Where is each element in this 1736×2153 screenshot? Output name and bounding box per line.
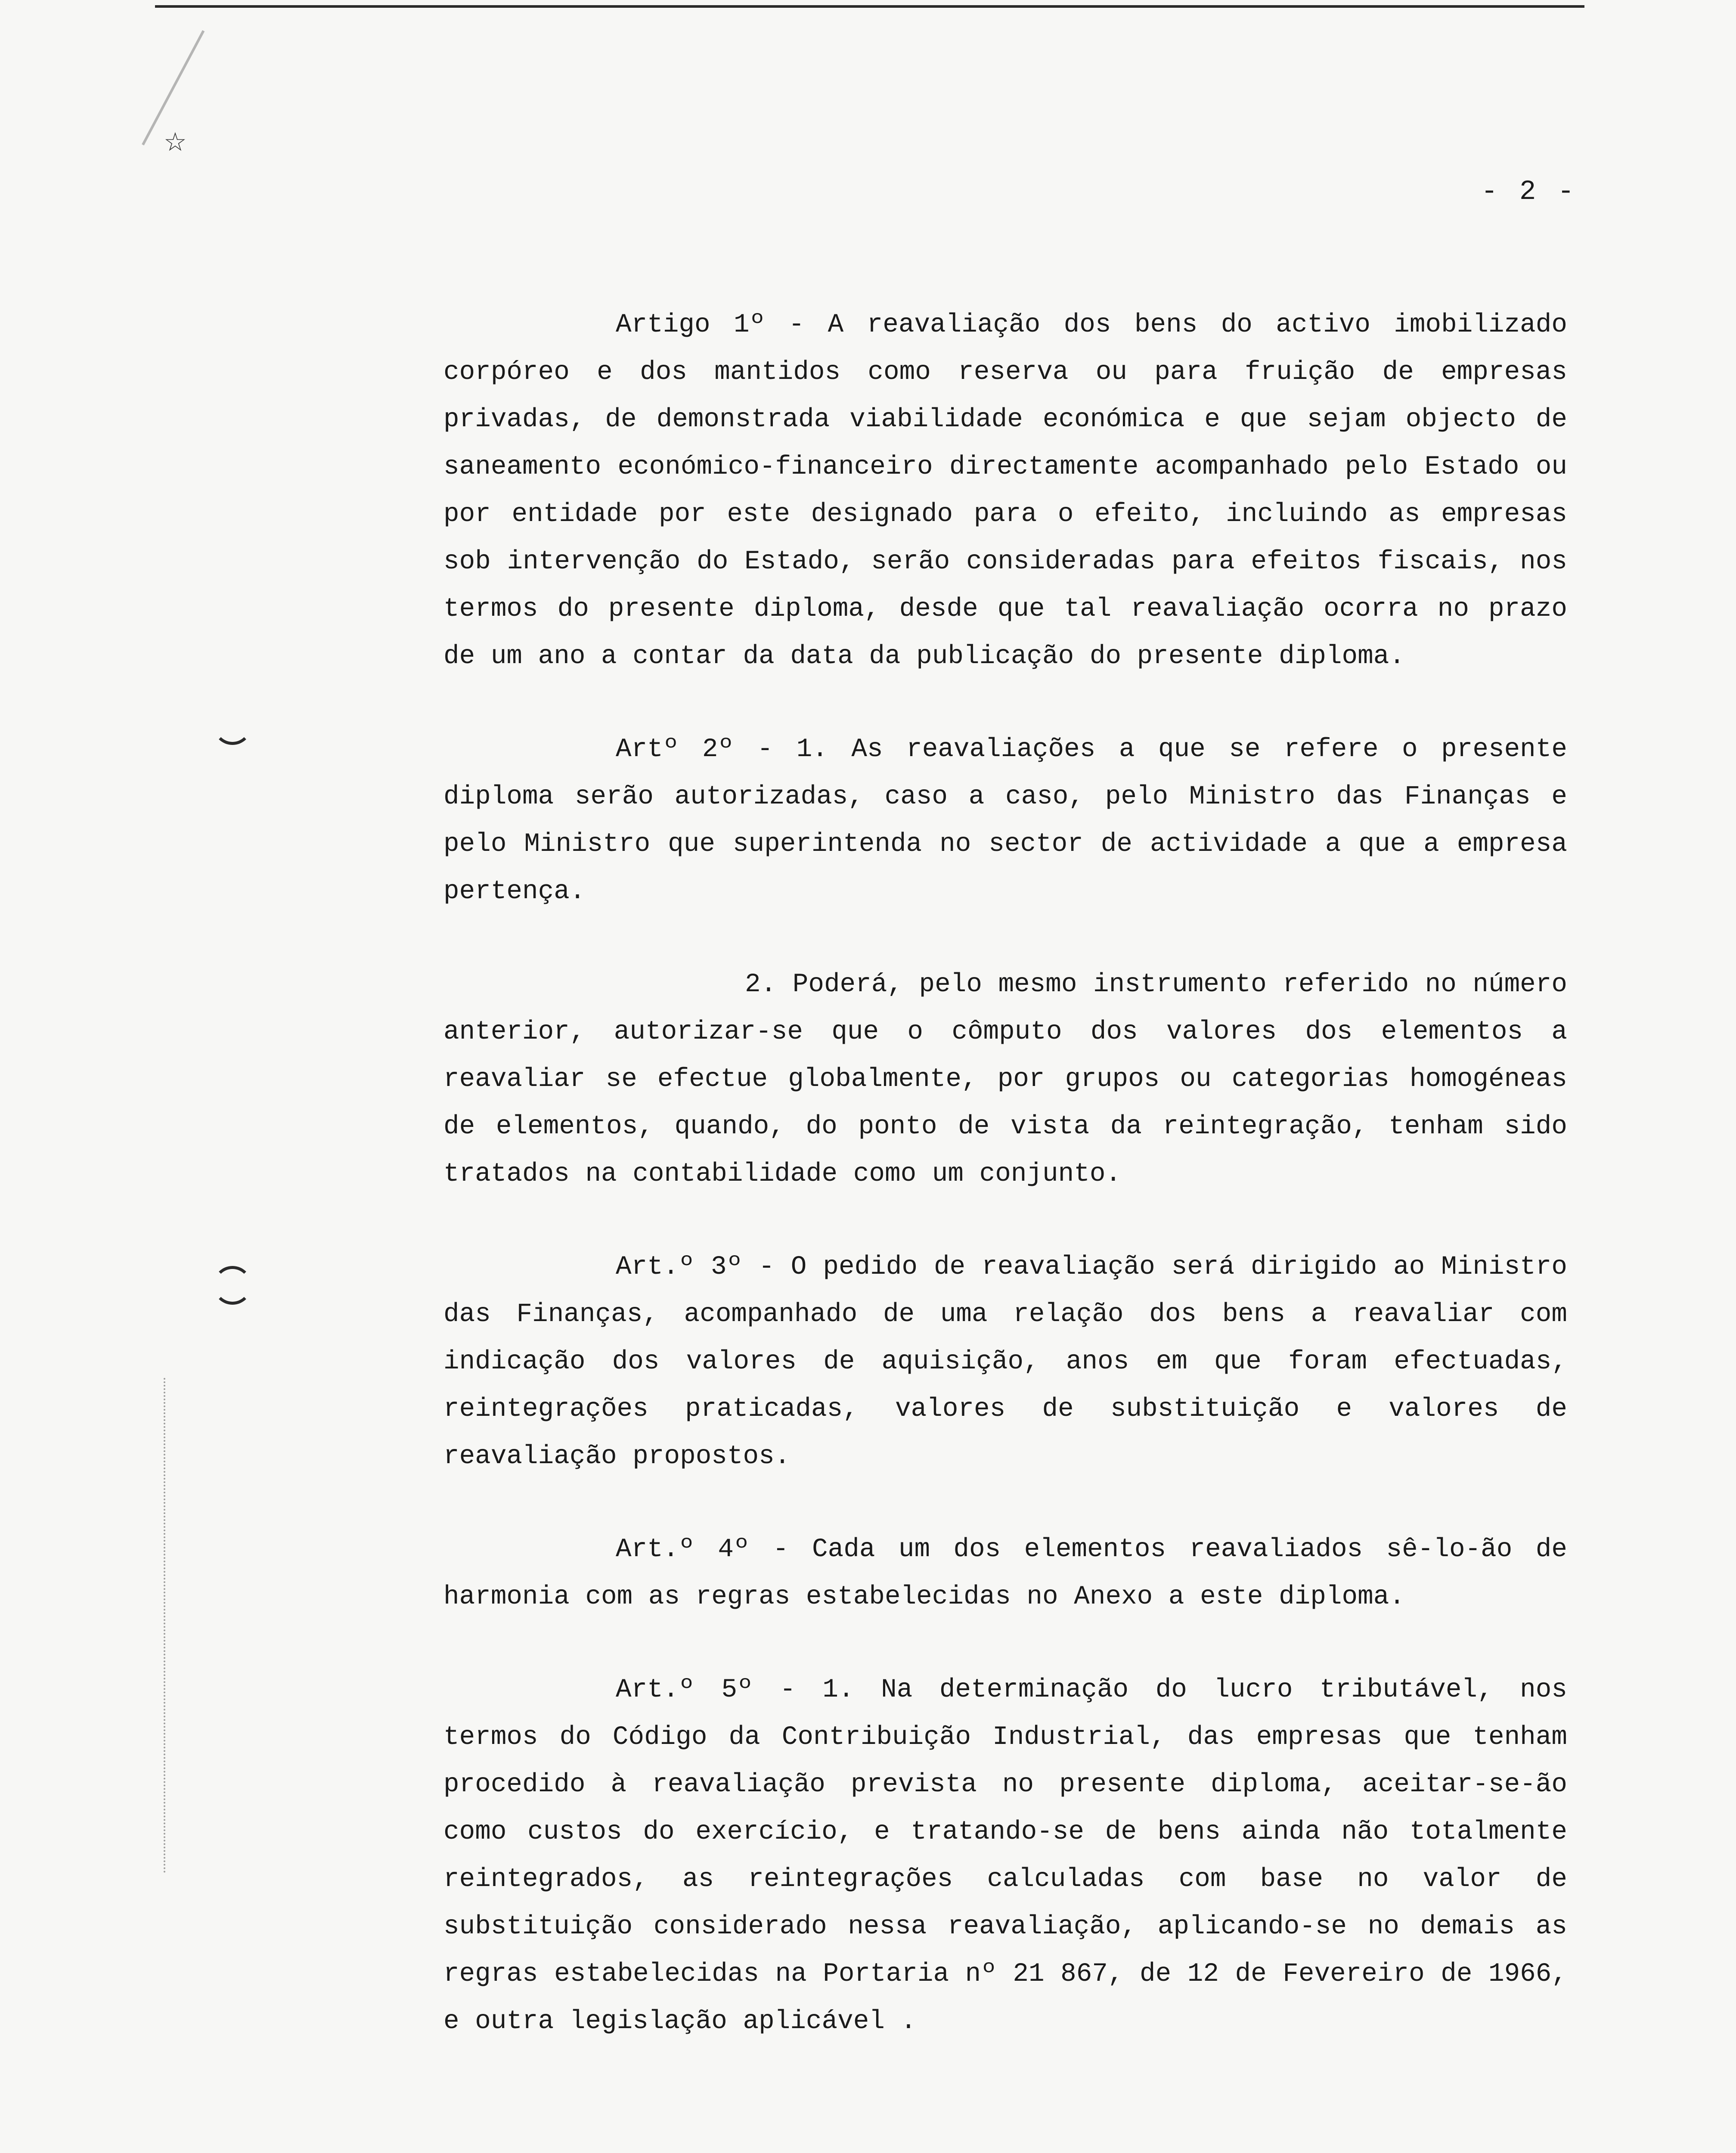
document-body — [443, 301, 1567, 2045]
article-2-paragraph-1: Artº 2º - 1. As reavaliações a que se refere o presente diploma serão autorizadas, caso a caso, pelo Ministro das Finanças e pelo Ministro que superintenda no sector de actividade a que a empresa pertença. — [443, 735, 1567, 906]
article-2-paragraph-2: 2. Poderá, pelo mesmo instrumento referido no número anterior, autorizar-se que o cômputo dos valores dos elementos a reavaliar se efectue globalmente, por grupos ou categorias homogéneas de elementos, quando, do ponto de vista da reintegração, tenham sido tratados na contabilidade como um conjunto. — [443, 970, 1567, 1189]
article-4: Art.º 4º - Cada um dos elementos reavaliados sê-lo-ão de harmonia com as regras estabelecidas no Anexo a este diploma. — [443, 1535, 1567, 1612]
margin-mark: ☆ — [164, 127, 187, 157]
punch-hole-icon — [213, 706, 252, 745]
article-1: Artigo 1º - A reavaliação dos bens do activo imobilizado corpóreo e dos mantidos como reserva ou para fruição de empresas privadas, de demonstrada viabilidade económica e que sejam objecto de saneamento económico-financeiro directamente acompanhado pelo Estado ou por entidade por este designado para o efeito, incluindo as empresas sob intervenção do Estado, serão consideradas para efeitos fiscais, nos termos do presente diploma, desde que tal reavaliação ocorra no prazo de um ano a contar da data da publicação do presente diploma. — [443, 310, 1567, 671]
margin-binding-marks — [164, 1378, 170, 1873]
punch-hole-icon — [213, 1266, 252, 1305]
article-5: Art.º 5º - 1. Na determinação do lucro tributável, nos termos do Código da Contribuição Industrial, das empresas que tenham procedido à reavaliação prevista no presente diploma, aceitar-se-ão como custos do exercício, e tratando-se de bens ainda não totalmente reintegrados, as reintegrações calculadas com base no valor de substituição considerado nessa reavaliação, aplicando-se no demais as regras estabelecidas na Portaria nº 21 867, de 12 de Fevereiro de 1966, e outra legislação aplicável . — [443, 1675, 1567, 2036]
top-border-line — [155, 5, 1584, 8]
page-number: - 2 - — [1481, 177, 1577, 208]
article-3: Art.º 3º - O pedido de reavaliação será dirigido ao Ministro das Finanças, acompanhado de uma relação dos bens a reavaliar com indicação dos valores de aquisição, anos em que foram efectuadas, reintegrações praticadas, valores de substituição e valores de reavaliação propostos. — [443, 1252, 1567, 1471]
